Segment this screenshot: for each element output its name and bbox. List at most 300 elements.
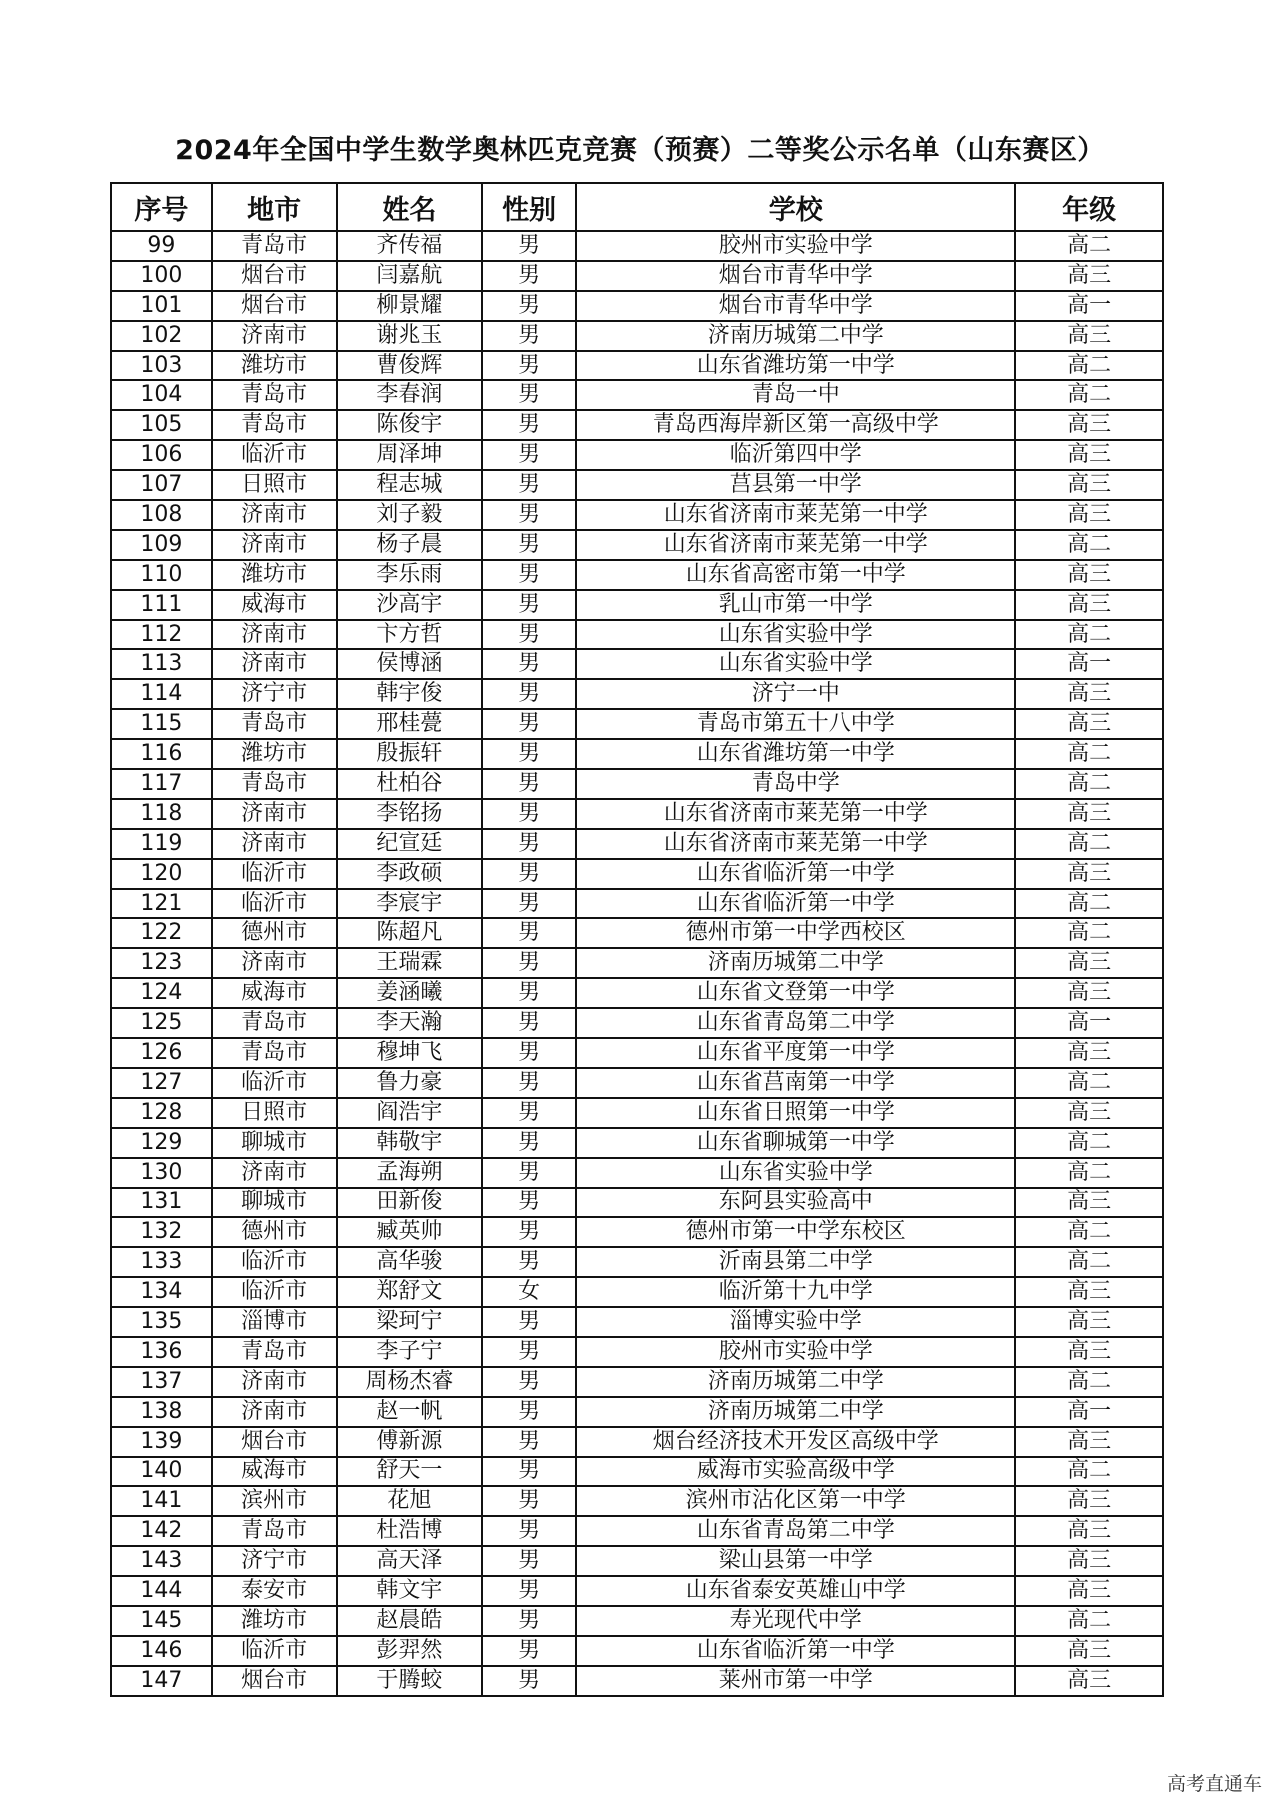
cell-gender: 男	[482, 1427, 576, 1457]
table-row	[111, 1397, 1163, 1427]
cell-number: 145	[111, 1606, 212, 1636]
cell-gender: 男	[482, 1666, 576, 1696]
cell-number: 104	[111, 380, 212, 410]
cell-city: 青岛市	[212, 1516, 337, 1546]
cell-gender: 男	[482, 1008, 576, 1038]
cell-number: 129	[111, 1128, 212, 1158]
cell-school: 济南历城第二中学	[576, 948, 1015, 978]
cell-gender: 男	[482, 1337, 576, 1367]
cell-gender: 男	[482, 1636, 576, 1666]
cell-gender: 男	[482, 859, 576, 889]
cell-number: 125	[111, 1008, 212, 1038]
cell-name: 彭羿然	[337, 1636, 483, 1666]
cell-number: 128	[111, 1098, 212, 1128]
cell-grade: 高三	[1015, 948, 1163, 978]
cell-school: 山东省聊城第一中学	[576, 1128, 1015, 1158]
cell-name: 侯博涵	[337, 649, 483, 679]
cell-school: 胶州市实验中学	[576, 231, 1015, 261]
cell-school: 临沂第十九中学	[576, 1277, 1015, 1307]
cell-school: 胶州市实验中学	[576, 1337, 1015, 1367]
cell-school: 德州市第一中学东校区	[576, 1217, 1015, 1247]
cell-name: 李铭扬	[337, 799, 483, 829]
cell-grade: 高三	[1015, 1576, 1163, 1606]
cell-number: 113	[111, 649, 212, 679]
table-row	[111, 1038, 1163, 1068]
table-row	[111, 948, 1163, 978]
cell-number: 102	[111, 321, 212, 351]
cell-school: 济南历城第二中学	[576, 321, 1015, 351]
cell-grade: 高二	[1015, 1128, 1163, 1158]
cell-name: 柳景耀	[337, 291, 483, 321]
cell-grade: 高三	[1015, 1516, 1163, 1546]
cell-number: 116	[111, 739, 212, 769]
table-row	[111, 1188, 1163, 1218]
cell-number: 138	[111, 1397, 212, 1427]
table-row	[111, 1367, 1163, 1397]
cell-number: 141	[111, 1486, 212, 1516]
cell-number: 114	[111, 679, 212, 709]
table-row	[111, 560, 1163, 590]
cell-number: 118	[111, 799, 212, 829]
cell-gender: 男	[482, 889, 576, 919]
header-name: 姓名	[337, 183, 483, 231]
cell-city: 济南市	[212, 799, 337, 829]
cell-city: 济南市	[212, 620, 337, 650]
table-row	[111, 1457, 1163, 1487]
cell-name: 姜涵曦	[337, 978, 483, 1008]
table-row	[111, 590, 1163, 620]
cell-school: 山东省泰安英雄山中学	[576, 1576, 1015, 1606]
cell-grade: 高三	[1015, 261, 1163, 291]
cell-gender: 男	[482, 351, 576, 381]
cell-city: 德州市	[212, 1217, 337, 1247]
cell-school: 山东省实验中学	[576, 620, 1015, 650]
cell-school: 山东省青岛第二中学	[576, 1008, 1015, 1038]
cell-school: 青岛一中	[576, 380, 1015, 410]
header-city: 地市	[212, 183, 337, 231]
cell-school: 山东省济南市莱芜第一中学	[576, 530, 1015, 560]
table-body	[111, 231, 1163, 1696]
cell-number: 126	[111, 1038, 212, 1068]
cell-number: 109	[111, 530, 212, 560]
cell-school: 山东省济南市莱芜第一中学	[576, 500, 1015, 530]
cell-school: 淄博实验中学	[576, 1307, 1015, 1337]
cell-grade: 高三	[1015, 1636, 1163, 1666]
cell-city: 临沂市	[212, 1247, 337, 1277]
table-row	[111, 649, 1163, 679]
cell-school: 滨州市沾化区第一中学	[576, 1486, 1015, 1516]
table-row	[111, 709, 1163, 739]
cell-number: 106	[111, 440, 212, 470]
cell-name: 谢兆玉	[337, 321, 483, 351]
table-row	[111, 769, 1163, 799]
cell-grade: 高三	[1015, 590, 1163, 620]
cell-grade: 高三	[1015, 500, 1163, 530]
cell-grade: 高二	[1015, 530, 1163, 560]
cell-school: 山东省临沂第一中学	[576, 859, 1015, 889]
table-row	[111, 321, 1163, 351]
cell-number: 134	[111, 1277, 212, 1307]
cell-city: 日照市	[212, 1098, 337, 1128]
cell-number: 135	[111, 1307, 212, 1337]
cell-name: 高华骏	[337, 1247, 483, 1277]
cell-grade: 高二	[1015, 620, 1163, 650]
cell-gender: 男	[482, 440, 576, 470]
table-row	[111, 1277, 1163, 1307]
cell-number: 146	[111, 1636, 212, 1666]
cell-city: 潍坊市	[212, 351, 337, 381]
cell-gender: 男	[482, 649, 576, 679]
cell-number: 105	[111, 410, 212, 440]
cell-grade: 高二	[1015, 231, 1163, 261]
cell-school: 山东省潍坊第一中学	[576, 351, 1015, 381]
table-row	[111, 829, 1163, 859]
cell-name: 杨子晨	[337, 530, 483, 560]
cell-grade: 高一	[1015, 291, 1163, 321]
cell-name: 韩敬宇	[337, 1128, 483, 1158]
cell-school: 莒县第一中学	[576, 470, 1015, 500]
cell-name: 于腾蛟	[337, 1666, 483, 1696]
cell-city: 济宁市	[212, 679, 337, 709]
award-list-table	[110, 182, 1164, 1697]
cell-gender: 男	[482, 1397, 576, 1427]
cell-number: 137	[111, 1367, 212, 1397]
header-grade: 年级	[1015, 183, 1163, 231]
cell-gender: 男	[482, 739, 576, 769]
cell-number: 103	[111, 351, 212, 381]
cell-city: 潍坊市	[212, 1606, 337, 1636]
cell-number: 117	[111, 769, 212, 799]
cell-name: 郑舒文	[337, 1277, 483, 1307]
cell-school: 山东省潍坊第一中学	[576, 739, 1015, 769]
cell-number: 123	[111, 948, 212, 978]
header-gender: 性别	[482, 183, 576, 231]
cell-gender: 女	[482, 1277, 576, 1307]
cell-number: 142	[111, 1516, 212, 1546]
cell-school: 山东省临沂第一中学	[576, 889, 1015, 919]
cell-school: 山东省实验中学	[576, 649, 1015, 679]
cell-number: 140	[111, 1457, 212, 1487]
cell-grade: 高三	[1015, 859, 1163, 889]
table-row	[111, 1636, 1163, 1666]
cell-city: 青岛市	[212, 231, 337, 261]
cell-city: 青岛市	[212, 410, 337, 440]
cell-school: 东阿县实验高中	[576, 1188, 1015, 1218]
cell-name: 周泽坤	[337, 440, 483, 470]
cell-gender: 男	[482, 1457, 576, 1487]
cell-city: 济南市	[212, 321, 337, 351]
header-number: 序号	[111, 183, 212, 231]
cell-name: 殷振轩	[337, 739, 483, 769]
cell-city: 济南市	[212, 1158, 337, 1188]
table-row	[111, 291, 1163, 321]
cell-school: 烟台经济技术开发区高级中学	[576, 1427, 1015, 1457]
cell-name: 傅新源	[337, 1427, 483, 1457]
cell-city: 滨州市	[212, 1486, 337, 1516]
cell-school: 临沂第四中学	[576, 440, 1015, 470]
cell-gender: 男	[482, 231, 576, 261]
cell-grade: 高二	[1015, 1367, 1163, 1397]
cell-name: 梁珂宁	[337, 1307, 483, 1337]
cell-gender: 男	[482, 978, 576, 1008]
cell-school: 山东省莒南第一中学	[576, 1068, 1015, 1098]
cell-grade: 高三	[1015, 1098, 1163, 1128]
cell-grade: 高三	[1015, 1277, 1163, 1307]
cell-name: 花旭	[337, 1486, 483, 1516]
cell-number: 108	[111, 500, 212, 530]
table-row	[111, 261, 1163, 291]
cell-gender: 男	[482, 1068, 576, 1098]
cell-grade: 高二	[1015, 351, 1163, 381]
cell-number: 131	[111, 1188, 212, 1218]
cell-grade: 高二	[1015, 829, 1163, 859]
cell-name: 韩文宇	[337, 1576, 483, 1606]
cell-name: 曹俊辉	[337, 351, 483, 381]
table-row	[111, 440, 1163, 470]
cell-school: 山东省临沂第一中学	[576, 1636, 1015, 1666]
table-row	[111, 1128, 1163, 1158]
cell-gender: 男	[482, 948, 576, 978]
cell-name: 邢桂甍	[337, 709, 483, 739]
cell-gender: 男	[482, 1128, 576, 1158]
table-row	[111, 1068, 1163, 1098]
table-row	[111, 679, 1163, 709]
cell-grade: 高三	[1015, 1307, 1163, 1337]
cell-name: 阎浩宇	[337, 1098, 483, 1128]
cell-city: 青岛市	[212, 769, 337, 799]
cell-grade: 高三	[1015, 709, 1163, 739]
table-row	[111, 1008, 1163, 1038]
cell-name: 鲁力豪	[337, 1068, 483, 1098]
cell-name: 沙高宇	[337, 590, 483, 620]
cell-grade: 高三	[1015, 1188, 1163, 1218]
cell-name: 纪宣廷	[337, 829, 483, 859]
cell-school: 山东省高密市第一中学	[576, 560, 1015, 590]
cell-grade: 高二	[1015, 889, 1163, 919]
table-row	[111, 1427, 1163, 1457]
cell-school: 莱州市第一中学	[576, 1666, 1015, 1696]
cell-gender: 男	[482, 590, 576, 620]
cell-gender: 男	[482, 500, 576, 530]
cell-gender: 男	[482, 1606, 576, 1636]
table-row	[111, 1516, 1163, 1546]
cell-city: 青岛市	[212, 1337, 337, 1367]
cell-name: 李宸宇	[337, 889, 483, 919]
cell-school: 德州市第一中学西校区	[576, 918, 1015, 948]
cell-school: 青岛中学	[576, 769, 1015, 799]
cell-grade: 高二	[1015, 1606, 1163, 1636]
cell-gender: 男	[482, 380, 576, 410]
cell-number: 133	[111, 1247, 212, 1277]
cell-city: 济南市	[212, 649, 337, 679]
cell-school: 烟台市青华中学	[576, 261, 1015, 291]
cell-city: 临沂市	[212, 1068, 337, 1098]
table-header-row	[111, 183, 1163, 231]
cell-school: 沂南县第二中学	[576, 1247, 1015, 1277]
cell-city: 临沂市	[212, 440, 337, 470]
cell-number: 107	[111, 470, 212, 500]
cell-city: 烟台市	[212, 291, 337, 321]
table-row	[111, 1576, 1163, 1606]
cell-gender: 男	[482, 1098, 576, 1128]
cell-name: 刘子毅	[337, 500, 483, 530]
cell-name: 李政硕	[337, 859, 483, 889]
cell-city: 泰安市	[212, 1576, 337, 1606]
cell-number: 121	[111, 889, 212, 919]
cell-grade: 高三	[1015, 1427, 1163, 1457]
cell-grade: 高二	[1015, 1158, 1163, 1188]
cell-gender: 男	[482, 1038, 576, 1068]
cell-number: 99	[111, 231, 212, 261]
cell-city: 青岛市	[212, 709, 337, 739]
cell-name: 舒天一	[337, 1457, 483, 1487]
cell-school: 山东省平度第一中学	[576, 1038, 1015, 1068]
table-row	[111, 410, 1163, 440]
cell-city: 威海市	[212, 1457, 337, 1487]
cell-school: 威海市实验高级中学	[576, 1457, 1015, 1487]
cell-gender: 男	[482, 560, 576, 590]
cell-number: 132	[111, 1217, 212, 1247]
table-row	[111, 1158, 1163, 1188]
table-row	[111, 500, 1163, 530]
cell-name: 齐传福	[337, 231, 483, 261]
table-row	[111, 1307, 1163, 1337]
table-row	[111, 1666, 1163, 1696]
cell-grade: 高二	[1015, 918, 1163, 948]
cell-city: 临沂市	[212, 1636, 337, 1666]
cell-name: 臧英帅	[337, 1217, 483, 1247]
cell-grade: 高三	[1015, 560, 1163, 590]
cell-gender: 男	[482, 1217, 576, 1247]
cell-gender: 男	[482, 1158, 576, 1188]
cell-grade: 高一	[1015, 1397, 1163, 1427]
cell-gender: 男	[482, 769, 576, 799]
cell-grade: 高三	[1015, 978, 1163, 1008]
cell-gender: 男	[482, 530, 576, 560]
cell-number: 144	[111, 1576, 212, 1606]
cell-gender: 男	[482, 620, 576, 650]
cell-name: 李春润	[337, 380, 483, 410]
cell-city: 威海市	[212, 590, 337, 620]
cell-grade: 高三	[1015, 679, 1163, 709]
cell-number: 110	[111, 560, 212, 590]
cell-number: 139	[111, 1427, 212, 1457]
cell-number: 120	[111, 859, 212, 889]
cell-name: 高天泽	[337, 1546, 483, 1576]
cell-school: 寿光现代中学	[576, 1606, 1015, 1636]
cell-city: 威海市	[212, 978, 337, 1008]
cell-school: 山东省济南市莱芜第一中学	[576, 829, 1015, 859]
cell-grade: 高三	[1015, 1337, 1163, 1367]
cell-grade: 高三	[1015, 1486, 1163, 1516]
cell-grade: 高三	[1015, 1546, 1163, 1576]
cell-grade: 高一	[1015, 649, 1163, 679]
cell-number: 122	[111, 918, 212, 948]
cell-gender: 男	[482, 1486, 576, 1516]
cell-name: 周杨杰睿	[337, 1367, 483, 1397]
table-row	[111, 1098, 1163, 1128]
table-row	[111, 739, 1163, 769]
cell-city: 青岛市	[212, 380, 337, 410]
cell-school: 乳山市第一中学	[576, 590, 1015, 620]
cell-grade: 高三	[1015, 1038, 1163, 1068]
table-row	[111, 1247, 1163, 1277]
table-row	[111, 1217, 1163, 1247]
cell-name: 孟海朔	[337, 1158, 483, 1188]
table-row	[111, 231, 1163, 261]
table-row	[111, 1486, 1163, 1516]
cell-city: 烟台市	[212, 1666, 337, 1696]
table-row	[111, 889, 1163, 919]
cell-gender: 男	[482, 1307, 576, 1337]
table-row	[111, 1337, 1163, 1367]
cell-city: 临沂市	[212, 859, 337, 889]
cell-grade: 高二	[1015, 380, 1163, 410]
cell-number: 115	[111, 709, 212, 739]
cell-gender: 男	[482, 1188, 576, 1218]
table-row	[111, 1606, 1163, 1636]
table-row	[111, 918, 1163, 948]
table-row	[111, 978, 1163, 1008]
cell-gender: 男	[482, 709, 576, 739]
cell-city: 青岛市	[212, 1008, 337, 1038]
cell-number: 147	[111, 1666, 212, 1696]
cell-name: 田新俊	[337, 1188, 483, 1218]
cell-city: 烟台市	[212, 261, 337, 291]
table-row	[111, 620, 1163, 650]
page-title: 2024年全国中学生数学奥林匹克竞赛（预赛）二等奖公示名单（山东赛区）	[175, 135, 1105, 166]
cell-number: 143	[111, 1546, 212, 1576]
cell-gender: 男	[482, 1546, 576, 1576]
cell-name: 韩宇俊	[337, 679, 483, 709]
cell-school: 山东省文登第一中学	[576, 978, 1015, 1008]
header-school: 学校	[576, 183, 1015, 231]
cell-gender: 男	[482, 291, 576, 321]
cell-name: 穆坤飞	[337, 1038, 483, 1068]
cell-grade: 高二	[1015, 1247, 1163, 1277]
cell-gender: 男	[482, 321, 576, 351]
cell-name: 陈超凡	[337, 918, 483, 948]
watermark: 高考直通车	[1166, 1773, 1262, 1795]
cell-gender: 男	[482, 1247, 576, 1277]
cell-number: 127	[111, 1068, 212, 1098]
cell-name: 李乐雨	[337, 560, 483, 590]
cell-school: 烟台市青华中学	[576, 291, 1015, 321]
cell-gender: 男	[482, 829, 576, 859]
cell-name: 李天瀚	[337, 1008, 483, 1038]
cell-name: 王瑞霖	[337, 948, 483, 978]
cell-grade: 高三	[1015, 440, 1163, 470]
cell-city: 济南市	[212, 1367, 337, 1397]
cell-name: 赵一帆	[337, 1397, 483, 1427]
cell-school: 青岛西海岸新区第一高级中学	[576, 410, 1015, 440]
cell-grade: 高二	[1015, 1457, 1163, 1487]
cell-school: 山东省青岛第二中学	[576, 1516, 1015, 1546]
cell-name: 闫嘉航	[337, 261, 483, 291]
table-row	[111, 530, 1163, 560]
cell-gender: 男	[482, 1367, 576, 1397]
cell-city: 德州市	[212, 918, 337, 948]
cell-name: 卞方哲	[337, 620, 483, 650]
cell-school: 青岛市第五十八中学	[576, 709, 1015, 739]
cell-city: 日照市	[212, 470, 337, 500]
cell-school: 济南历城第二中学	[576, 1367, 1015, 1397]
cell-name: 李子宁	[337, 1337, 483, 1367]
cell-number: 124	[111, 978, 212, 1008]
cell-name: 陈俊宇	[337, 410, 483, 440]
cell-city: 潍坊市	[212, 739, 337, 769]
cell-city: 济南市	[212, 530, 337, 560]
